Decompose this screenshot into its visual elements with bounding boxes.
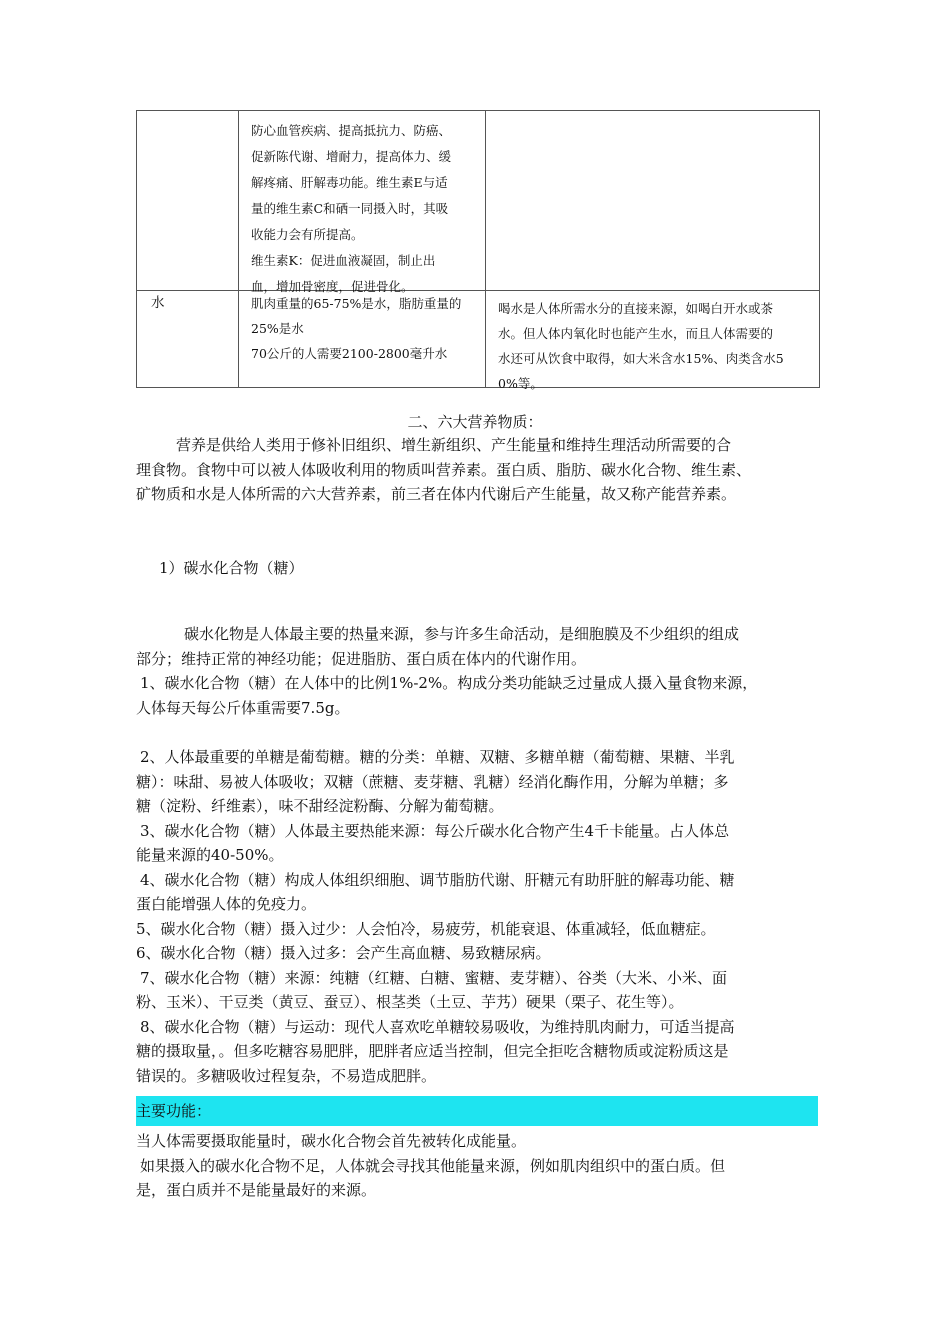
text-line: 如果摄入的碳水化合物不足，人体就会寻找其他能量来源，例如肌肉组织中的蛋白质。但 [140, 1156, 726, 1175]
carb-paragraph [136, 622, 826, 720]
intro-paragraph [136, 433, 826, 507]
nutrition-table [136, 110, 820, 391]
text-line: 3、碳水化合物（糖）人体最主要热能来源：每公斤碳水化合物产生4千卡能量。占人体总 [140, 821, 730, 840]
table-cell-source [486, 111, 820, 291]
table-cell-content [239, 111, 486, 294]
text-line: 1、碳水化合物（糖）在人体中的比例1%-2%。构成分类功能缺乏过量成人摄入量食物来源， [140, 674, 758, 692]
text-line: 能量来源的40-50%。 [136, 846, 284, 864]
table-row [137, 111, 820, 291]
text-line: 粉、玉米）、干豆类（黄豆、蚕豆）、根茎类（土豆、芋艿）硬果（栗子、花生等）。 [136, 993, 684, 1011]
text-line: 当人体需要摄取能量时，碳水化合物会首先被转化成能量。 [136, 1132, 527, 1150]
text-line: 营养是供给人类用于修补旧组织、增生新组织、产生能量和维持生理活动所需要的合 [176, 436, 732, 454]
text-line: 蛋白能增强人体的免疫力。 [136, 895, 317, 913]
table-cell-name [137, 111, 239, 291]
cell-line: 防心血管疾病、提高抵抗力、防癌、 [251, 123, 452, 138]
cell-line: 25%是水 [251, 321, 304, 336]
text-line: 7、碳水化合物（糖）来源：纯糖（红糖、白糖、蜜糖、麦芽糖）、谷类（大米、小米、面 [140, 968, 728, 987]
cell-line: 水。但人体内氧化时也能产生水，而且人体需要的 [498, 326, 774, 341]
text-line: 是，蛋白质并不是能量最好的来源。 [136, 1181, 377, 1199]
text-line: 理食物。食物中可以被人体吸收利用的物质叫营养素。蛋白质、脂肪、碳水化合物、维生素、 [136, 460, 752, 479]
section-heading: 二、六大营养物质： [407, 413, 543, 431]
cell-line: 水还可从饮食中取得，如大米含水15%、肉类含水5 [498, 351, 784, 366]
highlighted-label: 主要功能： [136, 1096, 818, 1126]
cell-line: 血，增加骨密度，促进骨化。 [251, 279, 414, 294]
cell-line: 收能力会有所提高。 [251, 227, 364, 242]
carb-points [136, 745, 826, 1088]
table-cell-content [239, 291, 486, 388]
text-line: 矿物质和水是人体所需的六大营养素，前三者在体内代谢后产生能量，故又称产能营养素。 [136, 485, 737, 503]
cell-line: 0%等。 [498, 376, 543, 391]
table-cell-name: 水 [137, 291, 239, 388]
table-cell-source [486, 291, 820, 391]
cell-line: 喝水是人体所需水分的直接来源，如喝白开水或茶 [498, 301, 774, 316]
cell-line: 量的维生素C和硒一同摄入时，其吸 [251, 201, 449, 216]
text-line: 6、碳水化合物（糖）摄入过多：会产生高血糖、易致糖尿病。 [136, 944, 551, 962]
text-line: 碳水化物是人体最主要的热量来源，参与许多生命活动，是细胞膜及不少组织的组成 [184, 625, 740, 643]
text-line: 错误的。多糖吸收过程复杂，不易造成肥胖。 [136, 1066, 437, 1085]
function-paragraph [136, 1129, 826, 1203]
text-line: 4、碳水化合物（糖）构成人体组织细胞、调节脂肪代谢、肝糖元有助肝脏的解毒功能、糖 [140, 870, 735, 889]
cell-line: 70公斤的人需要2100-2800毫升水 [251, 346, 448, 361]
cell-line: 促新陈代谢、增耐力，提高体力、缓 [251, 149, 452, 164]
text-line: 2、人体最重要的单糖是葡萄糖。糖的分类：单糖、双糖、多糖单糖（葡萄糖、果糖、半乳 [140, 748, 735, 766]
text-line: 5、碳水化合物（糖）摄入过少：人会怕冷，易疲劳，机能衰退、体重减轻，低血糖症。 [136, 919, 716, 938]
text-line: 糖的摄取量，。但多吃糖容易肥胖，肥胖者应适当控制，但完全拒吃含糖物质或淀粉质这是 [136, 1042, 729, 1060]
cell-line: 维生素K：促进血液凝固，制止出 [251, 253, 436, 268]
cell-line: 肌肉重量的65-75%是水，脂肪重量的 [251, 296, 462, 311]
text-line: 糖（淀粉、纤维素），味不甜经淀粉酶、分解为葡萄糖。 [136, 797, 504, 815]
subsection-heading: 1）碳水化合物（糖） [159, 559, 304, 577]
text-line: 人体每天每公斤体重需要7.5g。 [136, 698, 350, 717]
text-line: 8、碳水化合物（糖）与运动：现代人喜欢吃单糖较易吸收，为维持肌肉耐力，可适当提高 [140, 1017, 735, 1036]
text-line: 糖）：味甜、易被人体吸收；双糖（蔗糖、麦芽糖、乳糖）经消化酶作用，分解为单糖；多 [136, 772, 729, 791]
cell-line: 解疼痛、肝解毒功能。维生素E与适 [251, 175, 448, 190]
text-line: 部分；维持正常的神经功能；促进脂肪、蛋白质在体内的代谢作用。 [136, 649, 587, 668]
table-row [137, 291, 820, 388]
